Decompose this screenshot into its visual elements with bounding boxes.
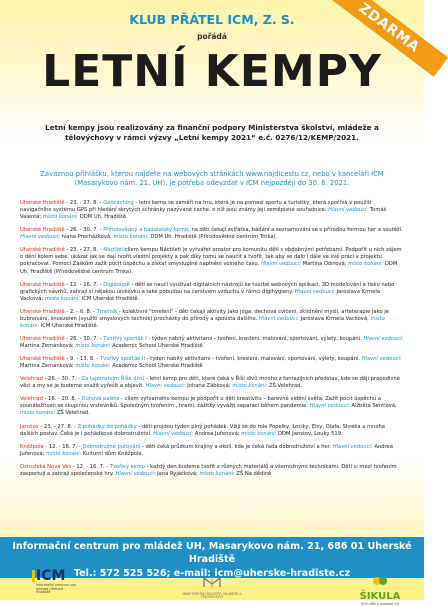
ministry-logo — [180, 574, 244, 600]
camp-leader: Martina Dörrová — [302, 261, 345, 268]
camp-dates: - 9. - 13. 8. - — [64, 356, 100, 363]
camp-venue: ZŠ Na dědině — [236, 470, 272, 477]
camp-leader-label: Hlavní vedoucí: — [328, 207, 369, 214]
camp-leader-label: Hlavní vedoucí: — [145, 383, 186, 390]
sikula-logo — [350, 572, 410, 606]
camp-venue: ICM Uherské Hradiště. — [40, 322, 99, 329]
icm-logo-mark: ICM — [36, 568, 66, 584]
camp-item: Uherské Hradiště - 26. - 30. 7. - Tvořivý sporták I - týden nabitý aktivitami - tvoření, kreslení, malování, sportování, výlety, koupání. Hlavní vedoucí: Martina Zemánková; místo konání: Academic School Uherské Hradiště — [20, 335, 404, 349]
camp-place: Uherské Hradiště — [20, 247, 65, 254]
camp-leader-label: Hlavní vedoucí: — [332, 443, 373, 450]
camp-item: Uherské Hradiště - 12. - 16. 7. - Digidoupě - děti se naučí využívat digitálních nástrojů ke tvorbě webových aplikací, 3D modelování a tisku nebo grafických návrhů, zahrají si nějakou únikovku a také pobudou na čerstvém vzduchu v rámci digihygieny. Hlavní vedoucí: Jaroslava Krmela Vacková; místo konání: ICM Uherské Hradiště. — [20, 281, 395, 302]
camp-place: Uherské Hradiště — [20, 227, 65, 234]
free-ribbon: ZDARMA — [330, 0, 448, 77]
camp-leader-label: Hlavní vedoucí: — [294, 288, 335, 295]
camp-venue-label: místo konání: — [232, 383, 268, 390]
camp-dates: - 12. - 16. 7. - — [71, 463, 110, 470]
camp-dates: - 2. - 6. 8. - — [64, 308, 97, 315]
camp-leader-label: Hlavní vedoucí: — [363, 335, 404, 342]
camp-leader-label: Hlavní vedoucí: — [309, 403, 350, 410]
camp-place: Jarošov — [20, 423, 39, 430]
camp-venue-label: místo konání: — [44, 295, 81, 302]
icm-logo-bar — [32, 570, 35, 582]
icm-logo — [36, 568, 76, 600]
organizer-name: KLUB PŘÁTEL ICM, Z. S. — [129, 12, 295, 27]
camp-dates: - 23. - 27. 8. - — [64, 200, 104, 206]
camp-description: - děti čeká průzkum krajiny a okolí, kde je čeká řada dobrodružství a her. — [140, 443, 332, 450]
camp-description: - letní kemp pro děti, které čeká v Říši divů mnoho z fantazijních představ, kde se ději prapodivné věci a my se je budeme snažit vyřešit a objevit. — [20, 376, 400, 390]
camp-leader: Ivana Procházková — [61, 234, 111, 241]
camp-venue: DDM Uh. Hradiště (Přírodovědné centrum Trnka). — [20, 261, 398, 275]
application-note: Závaznou přihlášku, kterou najdete na webových stránkách www.najdicestu.cz, nebo v kanceláři ICM (Masarykovo nám. 21, UH), je potřeba odevzdat v ICM nejpozději do 30. 6. 2021. — [40, 170, 384, 187]
camp-description: - děti projdou týden plný pohádek. Vžijí se do role Popelky, Lociky, Elsy, Olafa, Shreka a mnoha dalších postav. Čeká je i pohádkové dobrodružství. — [20, 423, 385, 437]
camp-description: - každý den budeme tvořit z různých materiálů a všemožnými technikami. Děti si mezi tvořením zasportují a zahrají společenské hry. — [20, 463, 397, 477]
camp-dates: - 23. - 27. 8. - — [64, 247, 104, 254]
camp-item: Uherské Hradiště - 9. - 13. 8. - Tvořivý sporták II - týden nabitý aktivitami - tvoření, kreslení, malování, sportování, výlety, koupání. Hlavní vedoucí: Martina Zemánková; místo konání: Academic School Uherské Hradiště — [20, 356, 402, 370]
camp-dates: - 23. - 27. 8. - — [38, 423, 78, 430]
camp-name: Z pohádky do pohádky — [77, 423, 137, 430]
camp-name: Digidoupě — [103, 281, 130, 288]
ministry-logo-caption: MINISTERSTVO ŠKOLSTVÍ, MLÁDEŽE A TĚLOVÝCHOVY — [182, 592, 242, 600]
camp-venue: ZŠ Velehrad. — [269, 383, 303, 390]
camp-venue: DDM Jarošov, Louky 519. — [278, 430, 343, 437]
camp-dates: - 12. - 16. 7. - — [64, 281, 104, 288]
camp-leader: Johana Zábková — [187, 383, 229, 390]
camp-place: Ostrožská Nová Ves — [20, 463, 72, 470]
camp-place: Uherské Hradiště — [20, 356, 65, 363]
camp-name: Přírodovědný a badatelský kemp — [103, 227, 189, 234]
camp-leader-label: Hlavní vedoucí: — [361, 356, 402, 363]
camp-name: Duhová paleta — [81, 396, 120, 403]
sikula-leaf-icon — [372, 575, 388, 587]
page-title: LETNÍ KEMPY — [42, 46, 382, 97]
camp-item: Uherské Hradiště - 26. - 30. 7. - Přírodovědný a badatelský kemp, na děti čekají zvířátka, bádání a seznamování se s přírodou formou her a soutěží. Hlavní vedoucí: Ivana Procházková; místo konání: DDM Uh. Hradiště (Přírodovědné centrum Trnka). — [20, 227, 403, 241]
camp-venue-label: místo konání: — [348, 261, 384, 268]
camp-leader: Martina Zemánková — [20, 343, 72, 349]
camp-place: Velehrad — [20, 376, 43, 383]
camp-leader-label: Hlavní vedoucí: — [20, 234, 61, 241]
camp-item: Kněžpole - 12. - 16. 7. - Dobrodružné putování - děti čeká průzkum krajiny a okolí, kde je čeká řada dobrodružství a her. Hlavní vedoucí: Andrea Juřenová; místo konání: Kulturní dům Kněžpole. — [20, 443, 393, 457]
camp-description: - kolektivní "tmelení" - děti čekají aktivity jako jóga, dechová cvičení, zklidnění mysli, arteterapie jako je bubnování, snoezelen (využití smyslových technik) procházky do přírody a spousta dalšího. — [20, 308, 389, 322]
camp-description: cílem kempu Náctileti je vytvářet prostor pro komunitu dětí s obdobnými potřebami. Podpořit u nich zájem o dění kolem sebe, ukázat jak se dají tvořit vlastní projekty a pak díky tomu se naučit a tvořit, tak aby se dalo i dále ve své práci v projektu pokračovat. Pomocí Záškům zažít pocit úspěchu a získat smysluplné naplnění volného času. — [20, 247, 402, 268]
camp-venue: Academic School Uherské Hradiště — [112, 363, 203, 370]
camp-name: Tvořivý sporták I — [103, 335, 147, 342]
camp-venue: Kulturní dům Kněžpole. — [83, 450, 144, 457]
camp-venue: DDM Uh. Hradiště (Přírodovědné centrum Trnka). — [150, 234, 278, 241]
camp-venue-label: místo konání: — [199, 470, 235, 477]
camp-dates: - 16. - 20. 8. - — [42, 396, 82, 403]
camp-item: Uherské Hradiště - 2. - 6. 8. - Tmelník - kolektivní "tmelení" - děti čekají aktivity jako jóga, dechová cvičení, zklidnění mysli, arteterapie jako je bubnování, snoezelen (využití smyslových technik) procházky do přírody a spousta dalšího. Hlavní vedoucí: Jaroslava Krmela Vacková; místo konání: ICM Uherské Hradiště. — [20, 308, 389, 329]
camp-venue: DDM Uh. Hradiště. — [79, 214, 128, 221]
camp-leader: Alžběta Sentlová — [351, 403, 396, 410]
camp-name: Tmelník — [96, 308, 118, 315]
camp-description: - děti se naučí využívat digitálních nástrojů ke tvorbě webových aplikací, 3D modelování a tisku nebo grafických návrhů, zahrají si nějakou únikovku a také pobudou na čerstvém vzduchu v rámci digihygieny. — [20, 281, 395, 295]
camp-leader: Martina Zemánková — [20, 363, 72, 370]
camp-list — [20, 200, 404, 484]
sikula-logo-mark: ŠIKULA — [359, 591, 401, 602]
icm-logo-caption: informační centrum pro mládež Uherské Hradiště — [36, 583, 77, 595]
camp-venue: ZŠ Velehrad. — [56, 410, 90, 417]
camp-description: - týden nabitý aktivitami - tvoření, kreslení, malování, sportování, výlety, koupání. — [144, 356, 360, 363]
camp-name: Dobrodružné putování — [82, 443, 141, 450]
camp-leader-label: Hlavní vedoucí: — [115, 470, 156, 477]
camp-venue-label: místo konání: — [75, 343, 111, 349]
camp-leader: Tomáš Valenta — [20, 207, 387, 221]
ministry-emblem-icon — [201, 575, 223, 589]
camp-venue-label: místo konání: — [113, 234, 149, 241]
camp-name: Geocaching — [103, 200, 134, 206]
camp-leader-label: Hlavní vedoucí: — [153, 430, 194, 437]
camp-venue-label: místo konání: — [20, 315, 385, 329]
camp-venue-label: místo konání: — [20, 410, 56, 417]
sikula-logo-caption: Dům dětí a mládeže UH — [361, 602, 399, 606]
camp-venue-label: místo konání: — [75, 363, 111, 370]
camp-leader: Andrea Juřenová — [194, 430, 238, 437]
camp-item: Ostrožská Nová Ves - 12. - 16. 7. - Tvořivý kemp - každý den budeme tvořit z různých materiálů a všemožnými technikami. Děti si mezi tvořením zasportují a zahrají společenské hry. Hlavní vedoucí: Jana Ryjáčková; místo konání: ZŠ Na dědině — [20, 463, 397, 477]
camp-leader: Andrea Juřenová — [20, 443, 393, 457]
camp-description: - cílem výtvarného kempu je podpořit u dětí kreativitu – barevné vidění světa. Zažít pocit úspěchu a sounáležitosti se skupinou vrstevníků. Společným tvořením , hrami, zážitky vyvážit separaci během pandemie. — [20, 396, 381, 410]
camp-place: Kněžpole — [20, 443, 44, 450]
camp-venue-label: místo konání: — [241, 430, 277, 437]
camp-description: - letní kemp se zaměří na hru, která je na pomezí sportu a turistiky, která spočívá v použití navigačního systému GPS při hledání skrytých schránky nazývané cache, o níž jsou známy její zeměpisné souřadnice. — [20, 200, 372, 214]
camp-name: Náctileti — [103, 247, 125, 254]
camp-name: Tvořivý sporták II — [99, 356, 145, 363]
camp-place: Uherské Hradiště — [20, 308, 65, 315]
camp-name: Tvořivý kemp — [109, 463, 145, 470]
camp-item: Velehrad - 16. - 20. 8. - Duhová paleta - cílem výtvarného kempu je podpořit u dětí kreativitu – barevné vidění světa. Zažít pocit úspěchu a sounáležitosti se skupinou vrstevníků. Společným tvořením , hrami, zážitky vyvážit separaci během pandemie. Hlavní vedoucí: Alžběta Sentlová; místo konání: ZŠ Velehrad. — [20, 396, 397, 417]
camp-leader: Jaroslava Krmela Vacková — [300, 315, 368, 322]
camp-name: Za tajemstvím Říše divů — [81, 376, 145, 383]
camp-description: - týden nabitý aktivitami - tvoření, kreslení, malování, sportování, výlety, koupání. — [146, 335, 362, 342]
camp-place: Uherské Hradiště — [20, 281, 65, 288]
camp-venue-label: místo konání: — [46, 450, 82, 457]
footer-address: Informační centrum pro mládež UH, Masarykovo nám. 21, 686 01 Uherské Hradiště — [12, 541, 412, 566]
camp-dates: - 26. - 30. 7. - — [64, 227, 104, 234]
camp-leader-label: Hlavní vedoucí: — [260, 261, 301, 268]
camp-item: Jarošov - 23. - 27. 8. - Z pohádky do pohádky - děti projdou týden plný pohádek. Vžijí se do role Popelky, Lociky, Elsy, Olafa, Shreka a mnoha dalších postav. Čeká je i pohádkové dobrodružství. Hlavní vedoucí: Andrea Juřenová; místo konání: DDM Jarošov, Louky 519. — [20, 423, 385, 437]
camp-leader-label: Hlavní vedoucí: — [258, 315, 299, 322]
camp-place: Uherské Hradiště — [20, 200, 65, 206]
camp-item: Velehrad - 26. - 30. 7. - Za tajemstvím Říše divů - letní kemp pro děti, které čeká v Říši divů mnoho z fantazijních představ, kde se ději prapodivné věci a my se je budeme snažit vyřešit a objevit. Hlavní vedoucí: Johana Zábková; místo konání: ZŠ Velehrad. — [20, 376, 400, 390]
camp-dates: - 26. - 30. 7. - — [64, 335, 104, 342]
camp-place: Velehrad — [20, 396, 43, 403]
presents-label: pořádá — [197, 32, 227, 41]
camp-item: Uherské Hradiště - 23. - 27. 8. - Geocaching - letní kemp se zaměří na hru, která je na pomezí sportu a turistiky, která spočívá v použití navigačního systému GPS při hledání skrytých schránky nazývané cache, o níž jsou známy její zeměpisné souřadnice. Hlavní vedoucí: Tomáš Valenta; místo konání: DDM Uh. Hradiště. — [20, 200, 387, 221]
camp-place: Uherské Hradiště — [20, 335, 65, 342]
footer-contact: Tel.: 572 525 526; e-mail: icm@uherske-hradiste.cz — [73, 567, 351, 579]
camp-item: Uherské Hradiště - 23. - 27. 8. - Náctileticílem kempu Náctileti je vytvářet prostor pro komunitu dětí s obdobnými potřebami. Podpořit u nich zájem o dění kolem sebe, ukázat jak se dají tvořit vlastní projekty a pak díky tomu se naučit a tvořit, tak aby se dalo i dále ve své práci v projektu pokračovat. Pomocí Záškům zažít pocit úspěchu a získat smysluplné naplnění volného času. Hlavní vedoucí: Martina Dörrová; místo konání: DDM Uh. Hradiště (Přírodovědné centrum Trnka). — [20, 247, 402, 275]
camp-leader: Jaroslava Krmela Vacková — [20, 288, 380, 302]
camp-venue: Academic School Uherské Hradiště — [112, 343, 203, 349]
camp-venue: ICM Uherské Hradiště. — [81, 295, 140, 302]
camp-leader: Jana Ryjáčková — [157, 470, 197, 477]
camp-description: , na děti čekají zvířátka, bádání a seznamování se s přírodou formou her a soutěží. — [188, 227, 403, 234]
funding-intro: Letní kempy jsou realizovány za finanční podpory Ministerstva školství, mládeže a tělovýchovy v rámci výzvy „Letní kempy 2021“ e.č. 0276/12/KEMP/2021. — [45, 123, 379, 142]
camp-dates: - 26. - 30. 7. - — [42, 376, 82, 383]
camp-venue-label: místo konání: — [42, 214, 79, 221]
camp-dates: - 12. - 16. 7. - — [43, 443, 83, 450]
